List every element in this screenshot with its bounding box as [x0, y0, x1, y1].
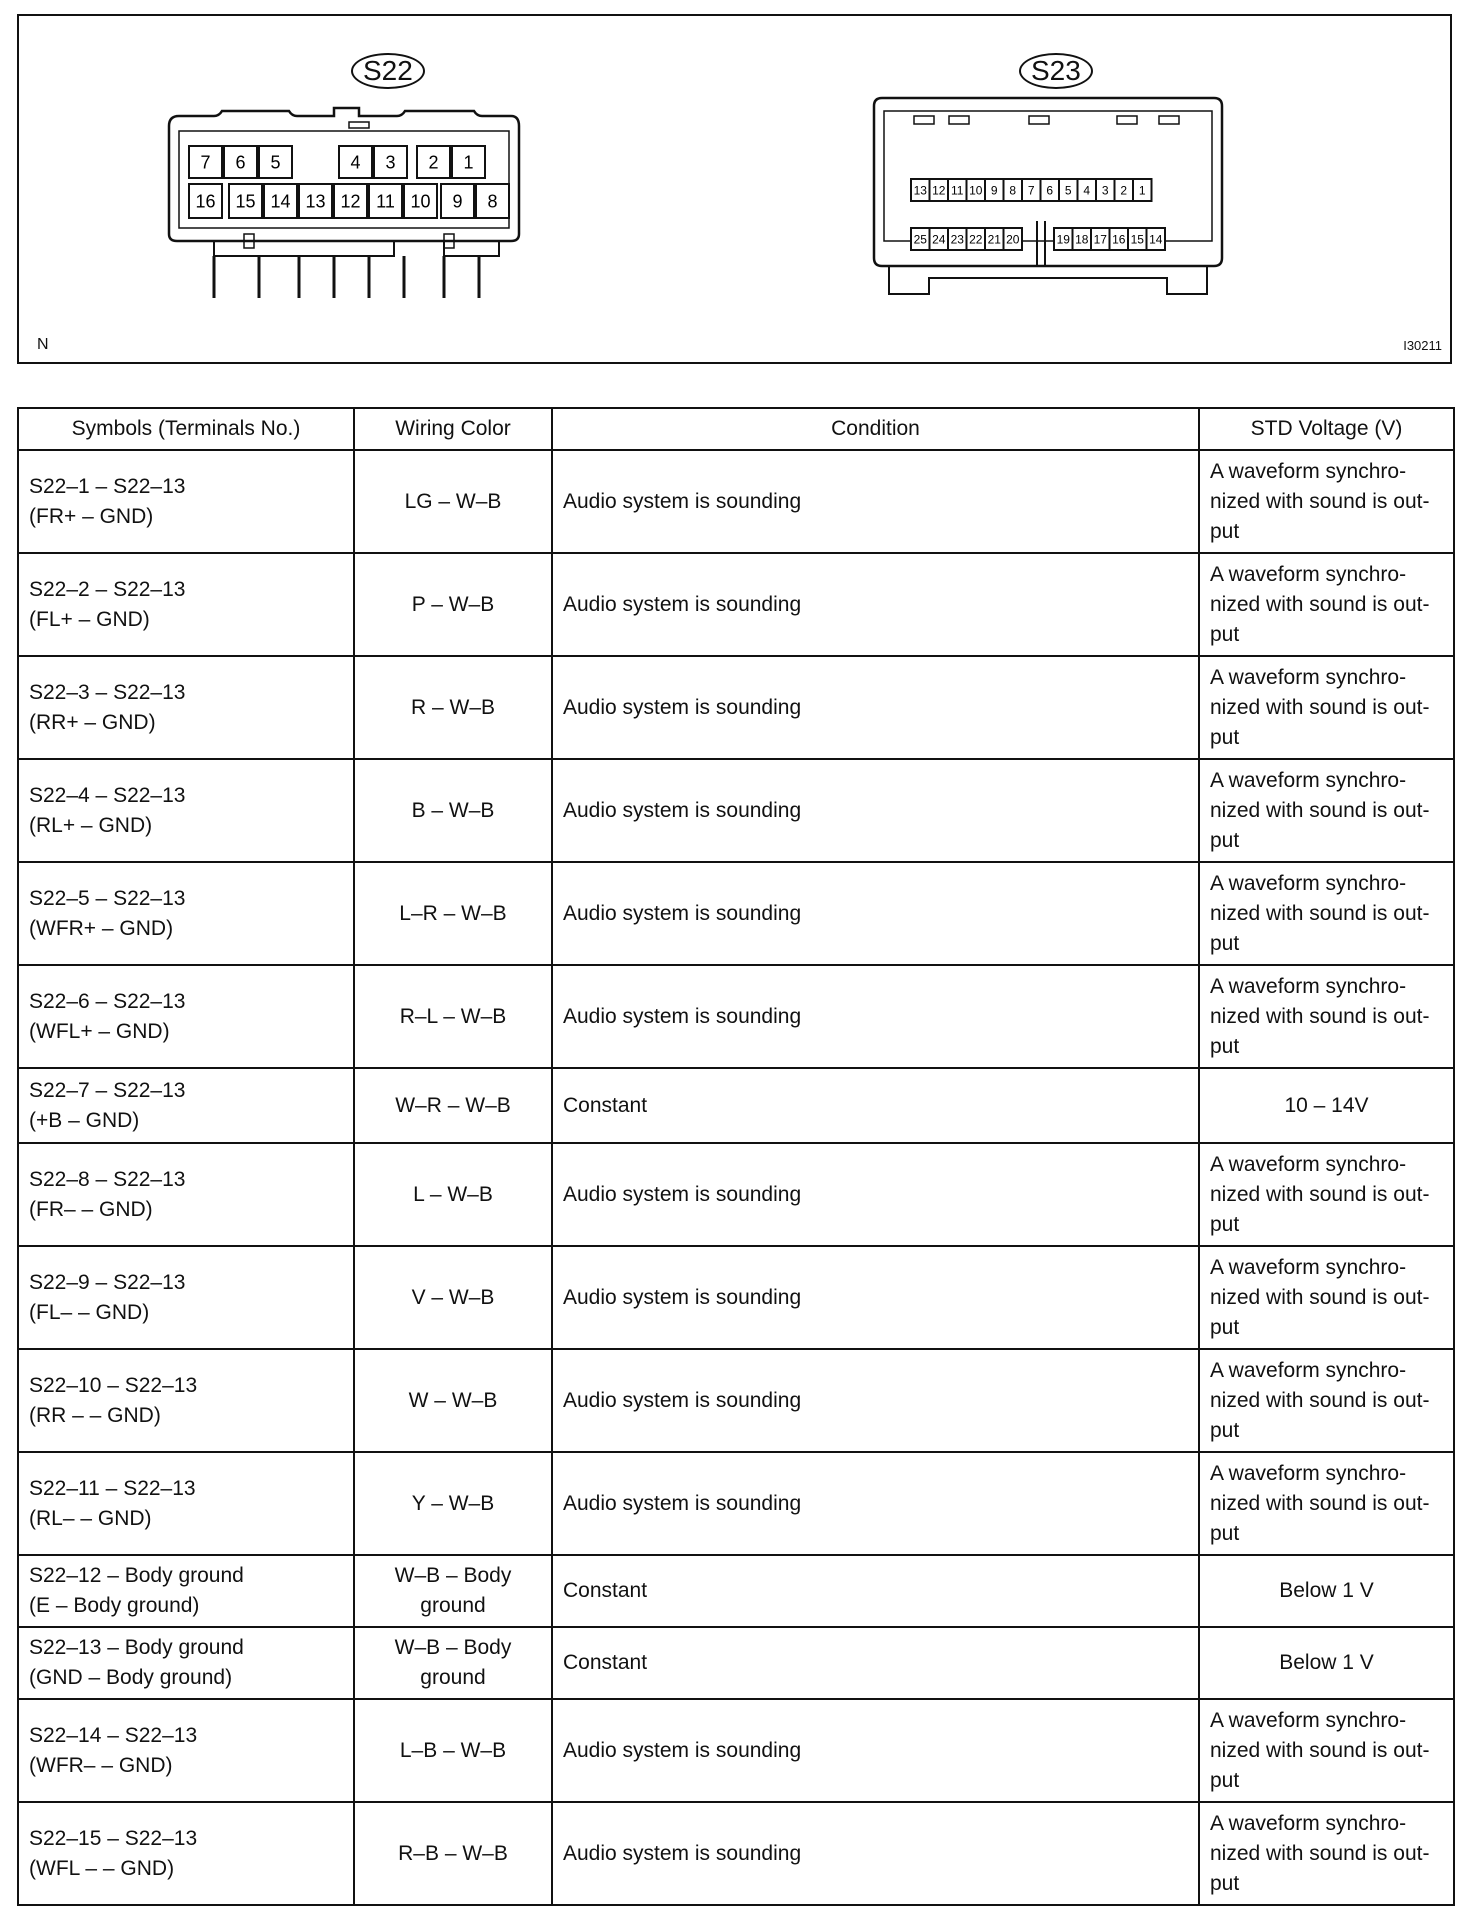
terminal-number: 12: [932, 183, 946, 198]
wiring-color-cell: L–R – W–B: [354, 862, 552, 965]
signal-name: (RL+ – GND): [29, 813, 153, 837]
terminal-pair: S22–12 – Body ground: [29, 1564, 244, 1587]
table-row: [18, 759, 1454, 862]
wiring-color-cell: R–L – W–B: [354, 965, 552, 1068]
terminal-cell: [985, 228, 1004, 250]
s22-terminal-cells: [189, 146, 509, 218]
signal-name: (FR– – GND): [29, 1197, 153, 1221]
wiring-color-cell: R – W–B: [354, 656, 552, 759]
figure-id: I30211: [1403, 338, 1442, 353]
s22-housing: [169, 108, 519, 256]
terminal-cell: [1041, 179, 1060, 201]
std-voltage-cell: A waveform synchro-nized with sound is out-put: [1199, 1349, 1454, 1452]
terminal-cell: [334, 184, 367, 218]
terminal-cell: [18, 450, 354, 553]
table-row: [18, 1627, 1454, 1699]
terminal-number: 9: [990, 183, 998, 198]
s22-connector-label: S22: [351, 53, 425, 89]
terminal-pair: S22–1 – S22–13: [29, 474, 186, 498]
terminal-pair: S22–15 – S22–13: [29, 1826, 198, 1850]
terminal-number: 10: [969, 183, 983, 198]
terminal-number: 8: [487, 191, 498, 212]
terminal-number: 13: [305, 191, 326, 212]
terminal-cell: [18, 656, 354, 759]
terminal-number: 17: [1093, 232, 1107, 247]
terminal-cell: [189, 146, 222, 178]
terminal-cell: [1078, 179, 1097, 201]
terminal-cell: [18, 1802, 354, 1905]
terminal-cell: [1004, 179, 1023, 201]
terminal-cell: [299, 184, 332, 218]
header-symbols: Symbols (Terminals No.): [18, 408, 354, 450]
terminal-number: 10: [410, 191, 431, 212]
terminal-cell: [476, 184, 509, 218]
signal-name: (WFR– – GND): [29, 1753, 173, 1777]
condition-cell: Audio system is sounding: [552, 1452, 1199, 1555]
condition-cell: Audio system is sounding: [552, 553, 1199, 656]
condition-cell: Audio system is sounding: [552, 1802, 1199, 1905]
table-header-row: [18, 408, 1454, 450]
terminal-pair: S22–13 – Body ground: [29, 1636, 244, 1659]
terminal-voltage-table: [17, 407, 1455, 1906]
terminal-number: 16: [195, 191, 216, 212]
condition-cell: Constant: [552, 1555, 1199, 1627]
terminal-cell: [18, 1246, 354, 1349]
terminal-number: 21: [987, 232, 1001, 247]
wiring-color-cell: L–B – W–B: [354, 1699, 552, 1802]
corner-mark: N: [37, 336, 49, 353]
terminal-number: 1: [463, 152, 474, 173]
condition-cell: Audio system is sounding: [552, 1699, 1199, 1802]
terminal-cell: [18, 1143, 354, 1246]
std-voltage-cell: A waveform synchro-nized with sound is out-put: [1199, 1246, 1454, 1349]
terminal-cell: [404, 184, 437, 218]
terminal-cell: [1073, 228, 1092, 250]
terminal-cell: [18, 862, 354, 965]
signal-name: (WFR+ – GND): [29, 916, 174, 940]
terminal-number: 16: [1112, 232, 1126, 247]
terminal-number: 7: [1027, 183, 1035, 198]
terminal-cell: [1133, 179, 1152, 201]
terminal-number: 18: [1075, 232, 1089, 247]
terminal-cell: [911, 228, 930, 250]
wiring-color-cell: Y – W–B: [354, 1452, 552, 1555]
wiring-color-cell: P – W–B: [354, 553, 552, 656]
std-voltage-cell: A waveform synchro-nized with sound is out-put: [1199, 1143, 1454, 1246]
terminal-cell: [948, 228, 967, 250]
condition-cell: Audio system is sounding: [552, 656, 1199, 759]
terminal-number: 2: [428, 152, 439, 173]
terminal-pair: S22–5 – S22–13: [29, 886, 186, 910]
terminal-cell: [18, 965, 354, 1068]
signal-name: (WFL+ – GND): [29, 1019, 170, 1043]
terminal-cell: [911, 179, 930, 201]
connector-drawing: [19, 16, 1450, 362]
std-voltage-cell: A waveform synchro-nized with sound is out-put: [1199, 1452, 1454, 1555]
condition-cell: Audio system is sounding: [552, 965, 1199, 1068]
terminal-cell: [1096, 179, 1115, 201]
header-condition: Condition: [552, 408, 1199, 450]
terminal-pair: S22–3 – S22–13: [29, 680, 186, 704]
terminal-cell: [441, 184, 474, 218]
terminal-cell: [18, 553, 354, 656]
terminal-cell: [1022, 179, 1041, 201]
condition-cell: Audio system is sounding: [552, 759, 1199, 862]
terminal-number: 6: [235, 152, 246, 173]
terminal-number: 15: [1130, 232, 1144, 247]
std-voltage-cell: A waveform synchro-nized with sound is out-put: [1199, 1802, 1454, 1905]
terminal-cell: [224, 146, 257, 178]
terminal-number: 14: [270, 191, 291, 212]
terminal-number: 14: [1149, 232, 1163, 247]
terminal-cell: [264, 184, 297, 218]
signal-name: (E – Body ground): [29, 1594, 200, 1617]
terminal-pair: S22–11 – S22–13: [29, 1476, 196, 1500]
terminal-cell: [189, 184, 222, 218]
header-std-voltage: STD Voltage (V): [1199, 408, 1454, 450]
terminal-cell: [229, 184, 262, 218]
terminal-number: 22: [969, 232, 983, 247]
terminal-cell: [1004, 228, 1023, 250]
terminal-number: 9: [452, 191, 463, 212]
terminal-number: 6: [1046, 183, 1054, 198]
terminal-pair: S22–10 – S22–13: [29, 1373, 198, 1397]
table-row: [18, 1143, 1454, 1246]
signal-name: (RR – – GND): [29, 1403, 161, 1427]
terminal-number: 11: [376, 191, 395, 212]
std-voltage-cell: 10 – 14V: [1199, 1068, 1454, 1143]
terminal-cell: [930, 228, 949, 250]
std-voltage-cell: Below 1 V: [1199, 1627, 1454, 1699]
table-body: [18, 450, 1454, 1905]
condition-cell: Constant: [552, 1068, 1199, 1143]
condition-cell: Audio system is sounding: [552, 1349, 1199, 1452]
signal-name: (WFL – – GND): [29, 1856, 175, 1880]
terminal-number: 25: [913, 232, 927, 247]
wiring-color-cell: W–R – W–B: [354, 1068, 552, 1143]
wiring-color-cell: W–B – Body ground: [354, 1627, 552, 1699]
wiring-color-cell: W–B – Body ground: [354, 1555, 552, 1627]
terminal-pair: S22–2 – S22–13: [29, 577, 186, 601]
terminal-pair: S22–9 – S22–13: [29, 1270, 186, 1294]
terminal-cell: [1128, 228, 1147, 250]
terminal-number: 3: [385, 152, 396, 173]
header-wiring-color: Wiring Color: [354, 408, 552, 450]
terminal-number: 7: [200, 152, 211, 173]
std-voltage-cell: A waveform synchro-nized with sound is out-put: [1199, 553, 1454, 656]
condition-cell: Audio system is sounding: [552, 862, 1199, 965]
terminal-number: 5: [1064, 183, 1072, 198]
terminal-cell: [18, 1555, 354, 1627]
terminal-cell: [967, 228, 986, 250]
signal-name: (RL– – GND): [29, 1506, 152, 1530]
signal-name: (FR+ – GND): [29, 504, 154, 528]
terminal-cell: [18, 1349, 354, 1452]
wiring-color-cell: W – W–B: [354, 1349, 552, 1452]
terminal-number: 12: [340, 191, 361, 212]
wiring-color-cell: L – W–B: [354, 1143, 552, 1246]
terminal-cell: [985, 179, 1004, 201]
std-voltage-cell: A waveform synchro-nized with sound is out-put: [1199, 1699, 1454, 1802]
condition-cell: Constant: [552, 1627, 1199, 1699]
terminal-cell: [948, 179, 967, 201]
signal-name: (+B – GND): [29, 1108, 140, 1132]
connector-diagram: [17, 14, 1452, 364]
condition-cell: Audio system is sounding: [552, 1246, 1199, 1349]
signal-name: (RR+ – GND): [29, 710, 156, 734]
std-voltage-cell: Below 1 V: [1199, 1555, 1454, 1627]
table-row: [18, 1068, 1454, 1143]
s23-connector-label: S23: [1019, 53, 1093, 89]
terminal-cell: [1115, 179, 1134, 201]
table-row: [18, 1802, 1454, 1905]
terminal-cell: [967, 179, 986, 201]
terminal-number: 13: [913, 183, 927, 198]
table-row: [18, 1555, 1454, 1627]
terminal-cell: [374, 146, 407, 178]
terminal-cell: [1110, 228, 1129, 250]
std-voltage-cell: A waveform synchro-nized with sound is out-put: [1199, 656, 1454, 759]
terminal-number: 3: [1101, 183, 1109, 198]
table-row: [18, 450, 1454, 553]
terminal-pair: S22–8 – S22–13: [29, 1167, 186, 1191]
terminal-pair: S22–7 – S22–13: [29, 1078, 186, 1102]
table-row: [18, 965, 1454, 1068]
terminal-number: 4: [350, 152, 361, 173]
terminal-cell: [452, 146, 485, 178]
terminal-cell: [930, 179, 949, 201]
signal-name: (GND – Body ground): [29, 1666, 233, 1689]
std-voltage-cell: A waveform synchro-nized with sound is out-put: [1199, 759, 1454, 862]
terminal-number: 4: [1083, 183, 1091, 198]
terminal-number: 24: [932, 232, 946, 247]
wiring-color-cell: V – W–B: [354, 1246, 552, 1349]
wiring-color-cell: B – W–B: [354, 759, 552, 862]
terminal-number: 19: [1056, 232, 1070, 247]
table-row: [18, 1349, 1454, 1452]
terminal-number: 2: [1120, 183, 1128, 198]
terminal-number: 5: [270, 152, 281, 173]
terminal-number: 20: [1006, 232, 1020, 247]
terminal-cell: [339, 146, 372, 178]
terminal-number: 11: [951, 183, 964, 198]
terminal-cell: [18, 1699, 354, 1802]
terminal-cell: [1054, 228, 1073, 250]
condition-cell: Audio system is sounding: [552, 1143, 1199, 1246]
terminal-cell: [259, 146, 292, 178]
terminal-pair: S22–4 – S22–13: [29, 783, 186, 807]
terminal-pair: S22–14 – S22–13: [29, 1723, 198, 1747]
terminal-cell: [18, 1452, 354, 1555]
terminal-cell: [1059, 179, 1078, 201]
table-row: [18, 862, 1454, 965]
table-row: [18, 1699, 1454, 1802]
terminal-cell: [18, 1068, 354, 1143]
signal-name: (FL– – GND): [29, 1300, 150, 1324]
std-voltage-cell: A waveform synchro-nized with sound is out-put: [1199, 450, 1454, 553]
terminal-cell: [1147, 228, 1166, 250]
std-voltage-cell: A waveform synchro-nized with sound is out-put: [1199, 965, 1454, 1068]
terminal-number: 23: [950, 232, 964, 247]
wiring-color-cell: R–B – W–B: [354, 1802, 552, 1905]
table-row: [18, 553, 1454, 656]
wiring-color-cell: LG – W–B: [354, 450, 552, 553]
table-row: [18, 1246, 1454, 1349]
terminal-cell: [18, 1627, 354, 1699]
terminal-cell: [417, 146, 450, 178]
signal-name: (FL+ – GND): [29, 607, 150, 631]
terminal-number: 15: [235, 191, 256, 212]
condition-cell: Audio system is sounding: [552, 450, 1199, 553]
terminal-number: 8: [1009, 183, 1017, 198]
table-row: [18, 1452, 1454, 1555]
table-row: [18, 656, 1454, 759]
std-voltage-cell: A waveform synchro-nized with sound is out-put: [1199, 862, 1454, 965]
s22-pin-leads: [214, 256, 479, 298]
terminal-cell: [18, 759, 354, 862]
terminal-number: 1: [1138, 183, 1146, 198]
terminal-cell: [1091, 228, 1110, 250]
terminal-pair: S22–6 – S22–13: [29, 989, 186, 1013]
terminal-cell: [369, 184, 402, 218]
